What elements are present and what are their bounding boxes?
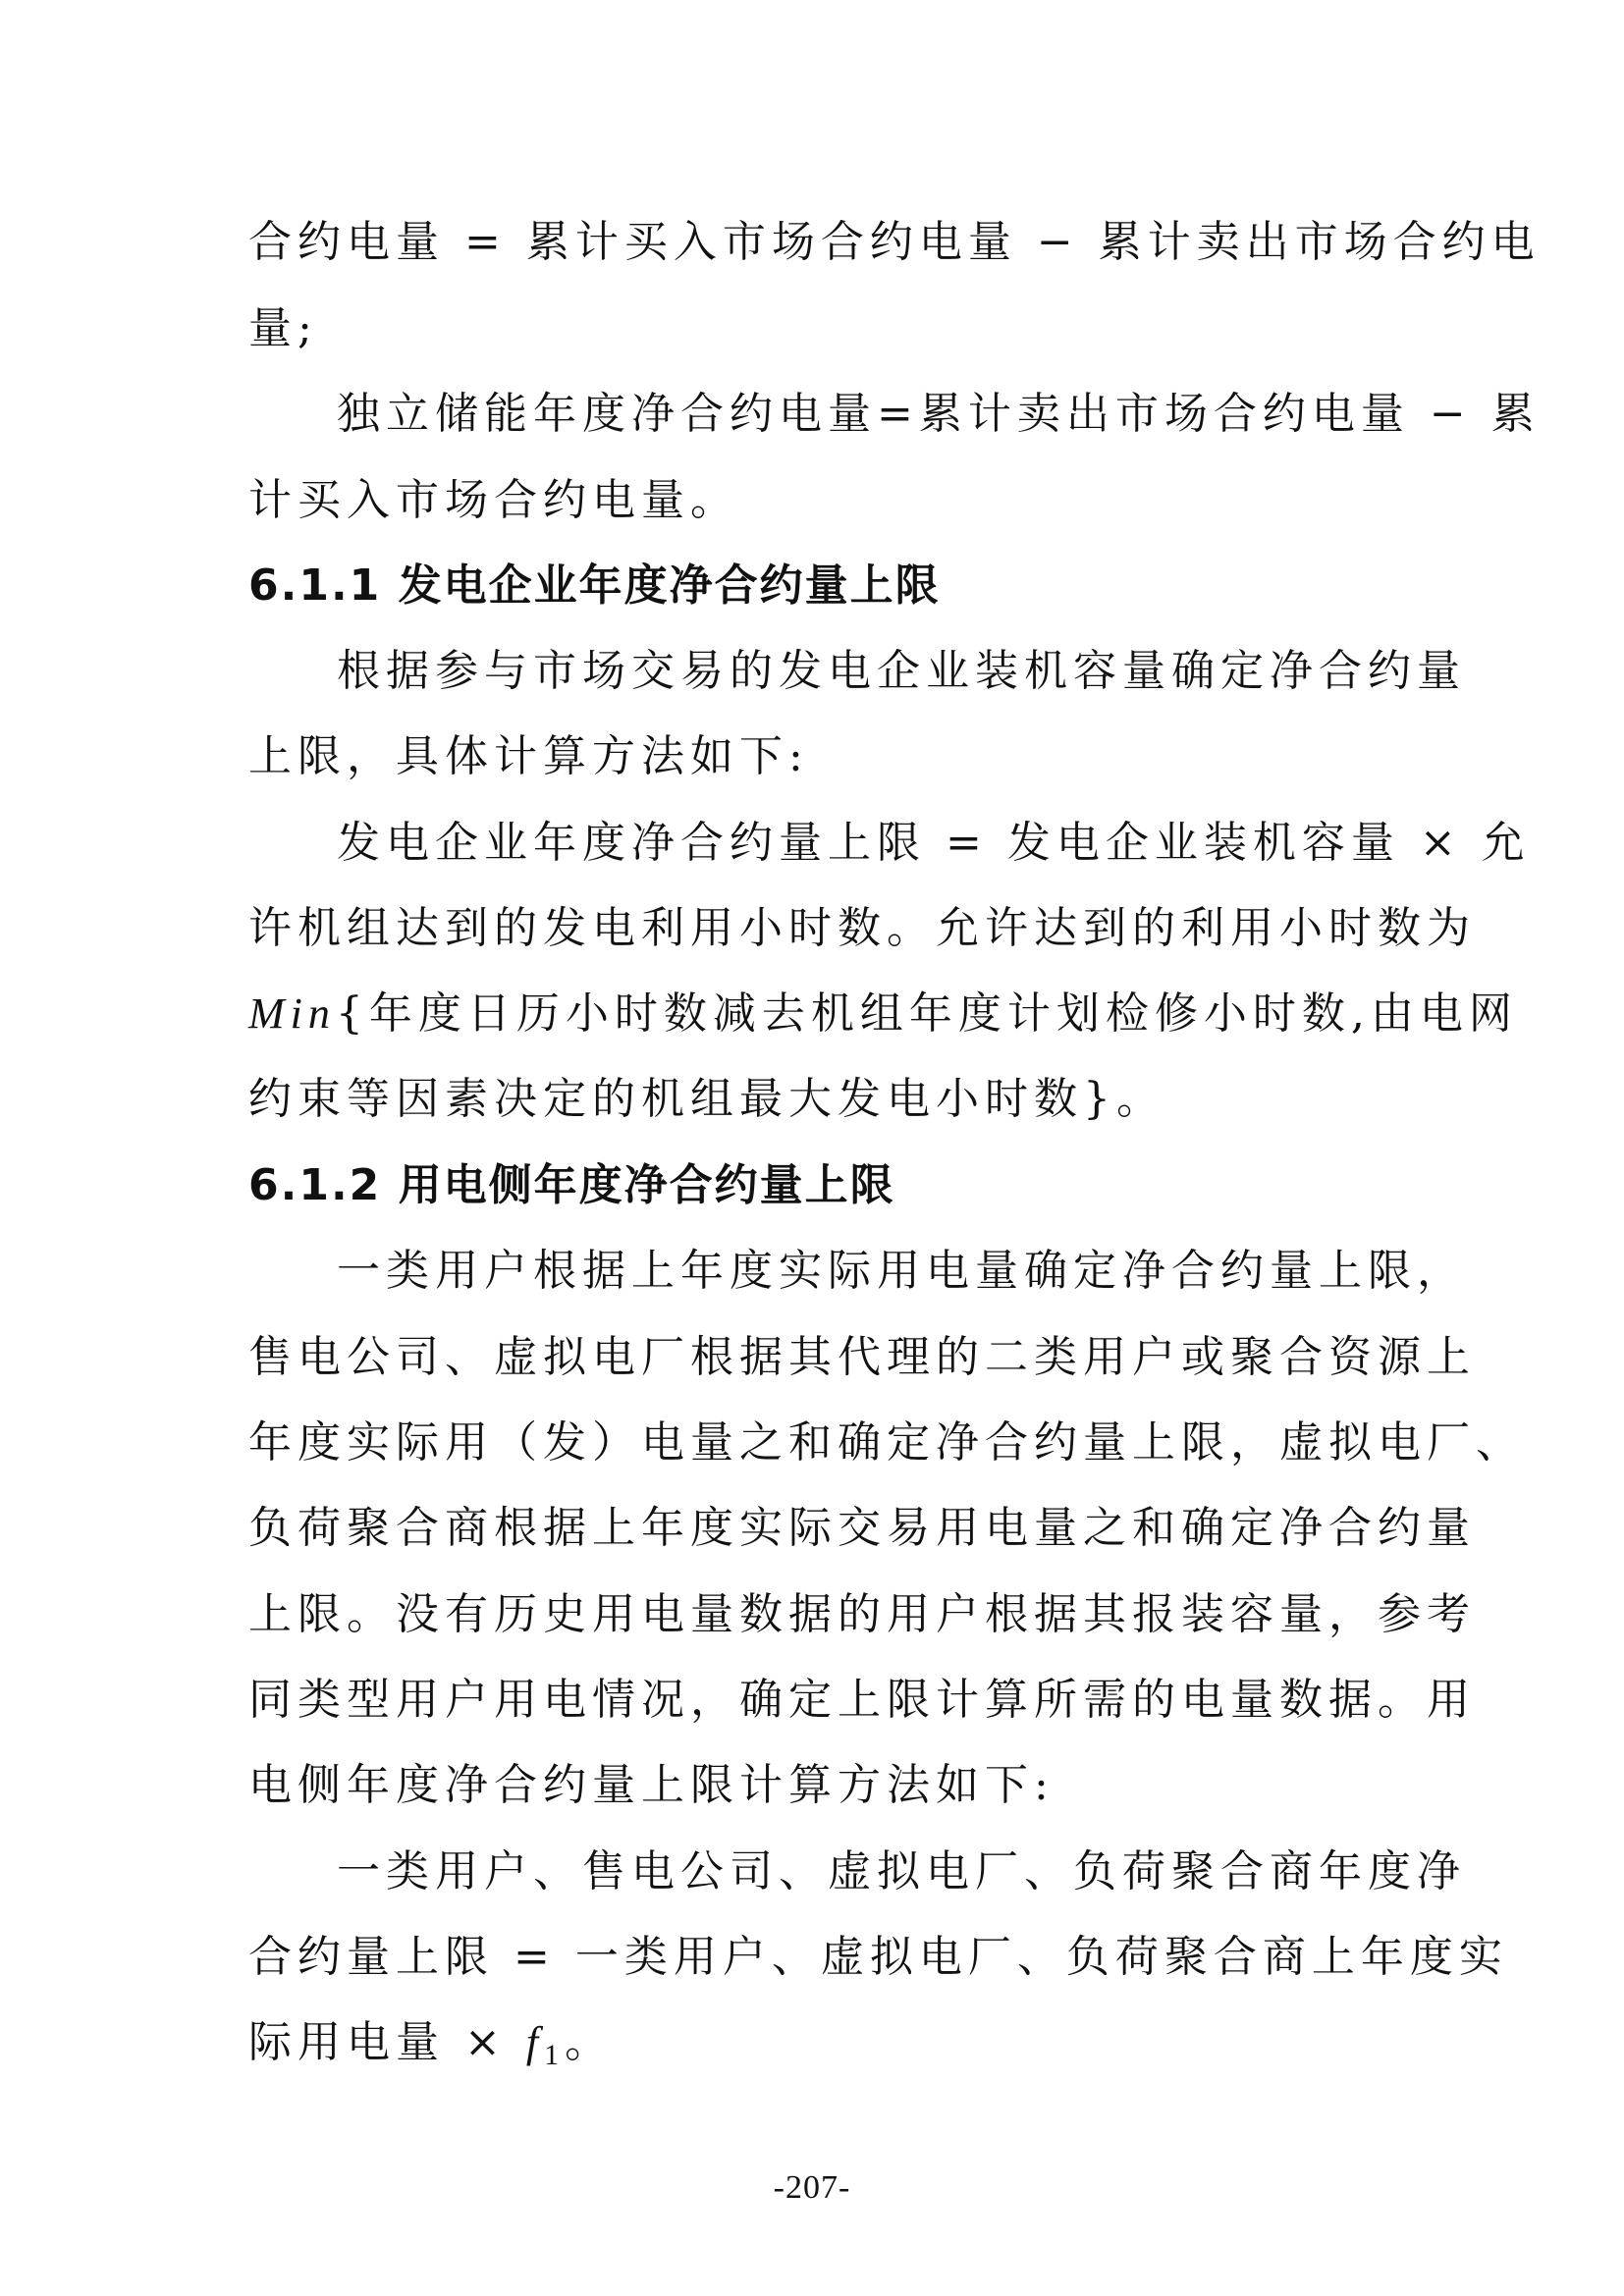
paragraph-text: {年度日历小时数减去机组年度计划检修小时数,由电网 <box>335 988 1518 1039</box>
paragraph-line: 上限。没有历史用电量数据的用户根据其报装容量，参考 <box>248 1589 1476 1639</box>
paragraph-line: 许机组达到的发电利用小时数。允许达到的利用小时数为 <box>248 903 1476 953</box>
paragraph-line: 独立储能年度净合约电量=累计卖出市场合约电量 − 累 <box>337 389 1541 439</box>
paragraph-line: 根据参与市场交易的发电企业装机容量确定净合约量 <box>337 646 1466 696</box>
paragraph-line: 年度实际用（发）电量之和确定净合约量上限，虚拟电厂、 <box>248 1417 1525 1468</box>
page-number: -207- <box>773 2169 851 2206</box>
paragraph-line: 售电公司、虚拟电厂根据其代理的二类用户或聚合资源上 <box>248 1332 1476 1382</box>
paragraph-line <box>248 2013 1387 2072</box>
paragraph-line: 合约量上限 = 一类用户、虚拟电厂、负荷聚合商上年度实 <box>248 1932 1508 1982</box>
paragraph-line: 一类用户、售电公司、虚拟电厂、负荷聚合商年度净 <box>337 1846 1466 1896</box>
coefficient-subscript: 1 <box>544 2039 566 2071</box>
paragraph-line: 量; <box>248 303 318 353</box>
section-heading-6-1-2: 6.1.2 用电侧年度净合约量上限 <box>248 1160 895 1210</box>
paragraph-text: 际用电量 × <box>248 2017 526 2067</box>
paragraph-line: 合约电量 = 累计买入市场合约电量 − 累计卖出市场合约电 <box>248 217 1541 267</box>
paragraph-line: 上限，具体计算方法如下: <box>248 731 809 781</box>
paragraph-line: 一类用户根据上年度实际用电量确定净合约量上限， <box>337 1246 1466 1296</box>
paragraph-text: 。 <box>565 2017 615 2067</box>
paragraph-line: 同类型用户用电情况，确定上限计算所需的电量数据。用 <box>248 1675 1476 1725</box>
paragraph-line <box>248 985 1518 1043</box>
paragraph-line: 电侧年度净合约量上限计算方法如下: <box>248 1760 1055 1810</box>
paragraph-line: 负荷聚合商根据上年度实际交易用电量之和确定净合约量 <box>248 1503 1476 1553</box>
coefficient-symbol: f <box>525 2018 545 2066</box>
paragraph-line: 约束等因素决定的机组最大发电小时数}。 <box>248 1074 1165 1124</box>
paragraph-line: 发电企业年度净合约量上限 = 发电企业装机容量 × 允 <box>337 818 1531 868</box>
section-heading-6-1-1: 6.1.1 发电企业年度净合约量上限 <box>248 561 941 611</box>
min-function-text: Min <box>248 989 336 1038</box>
paragraph-line: 计买入市场合约电量。 <box>248 475 739 525</box>
